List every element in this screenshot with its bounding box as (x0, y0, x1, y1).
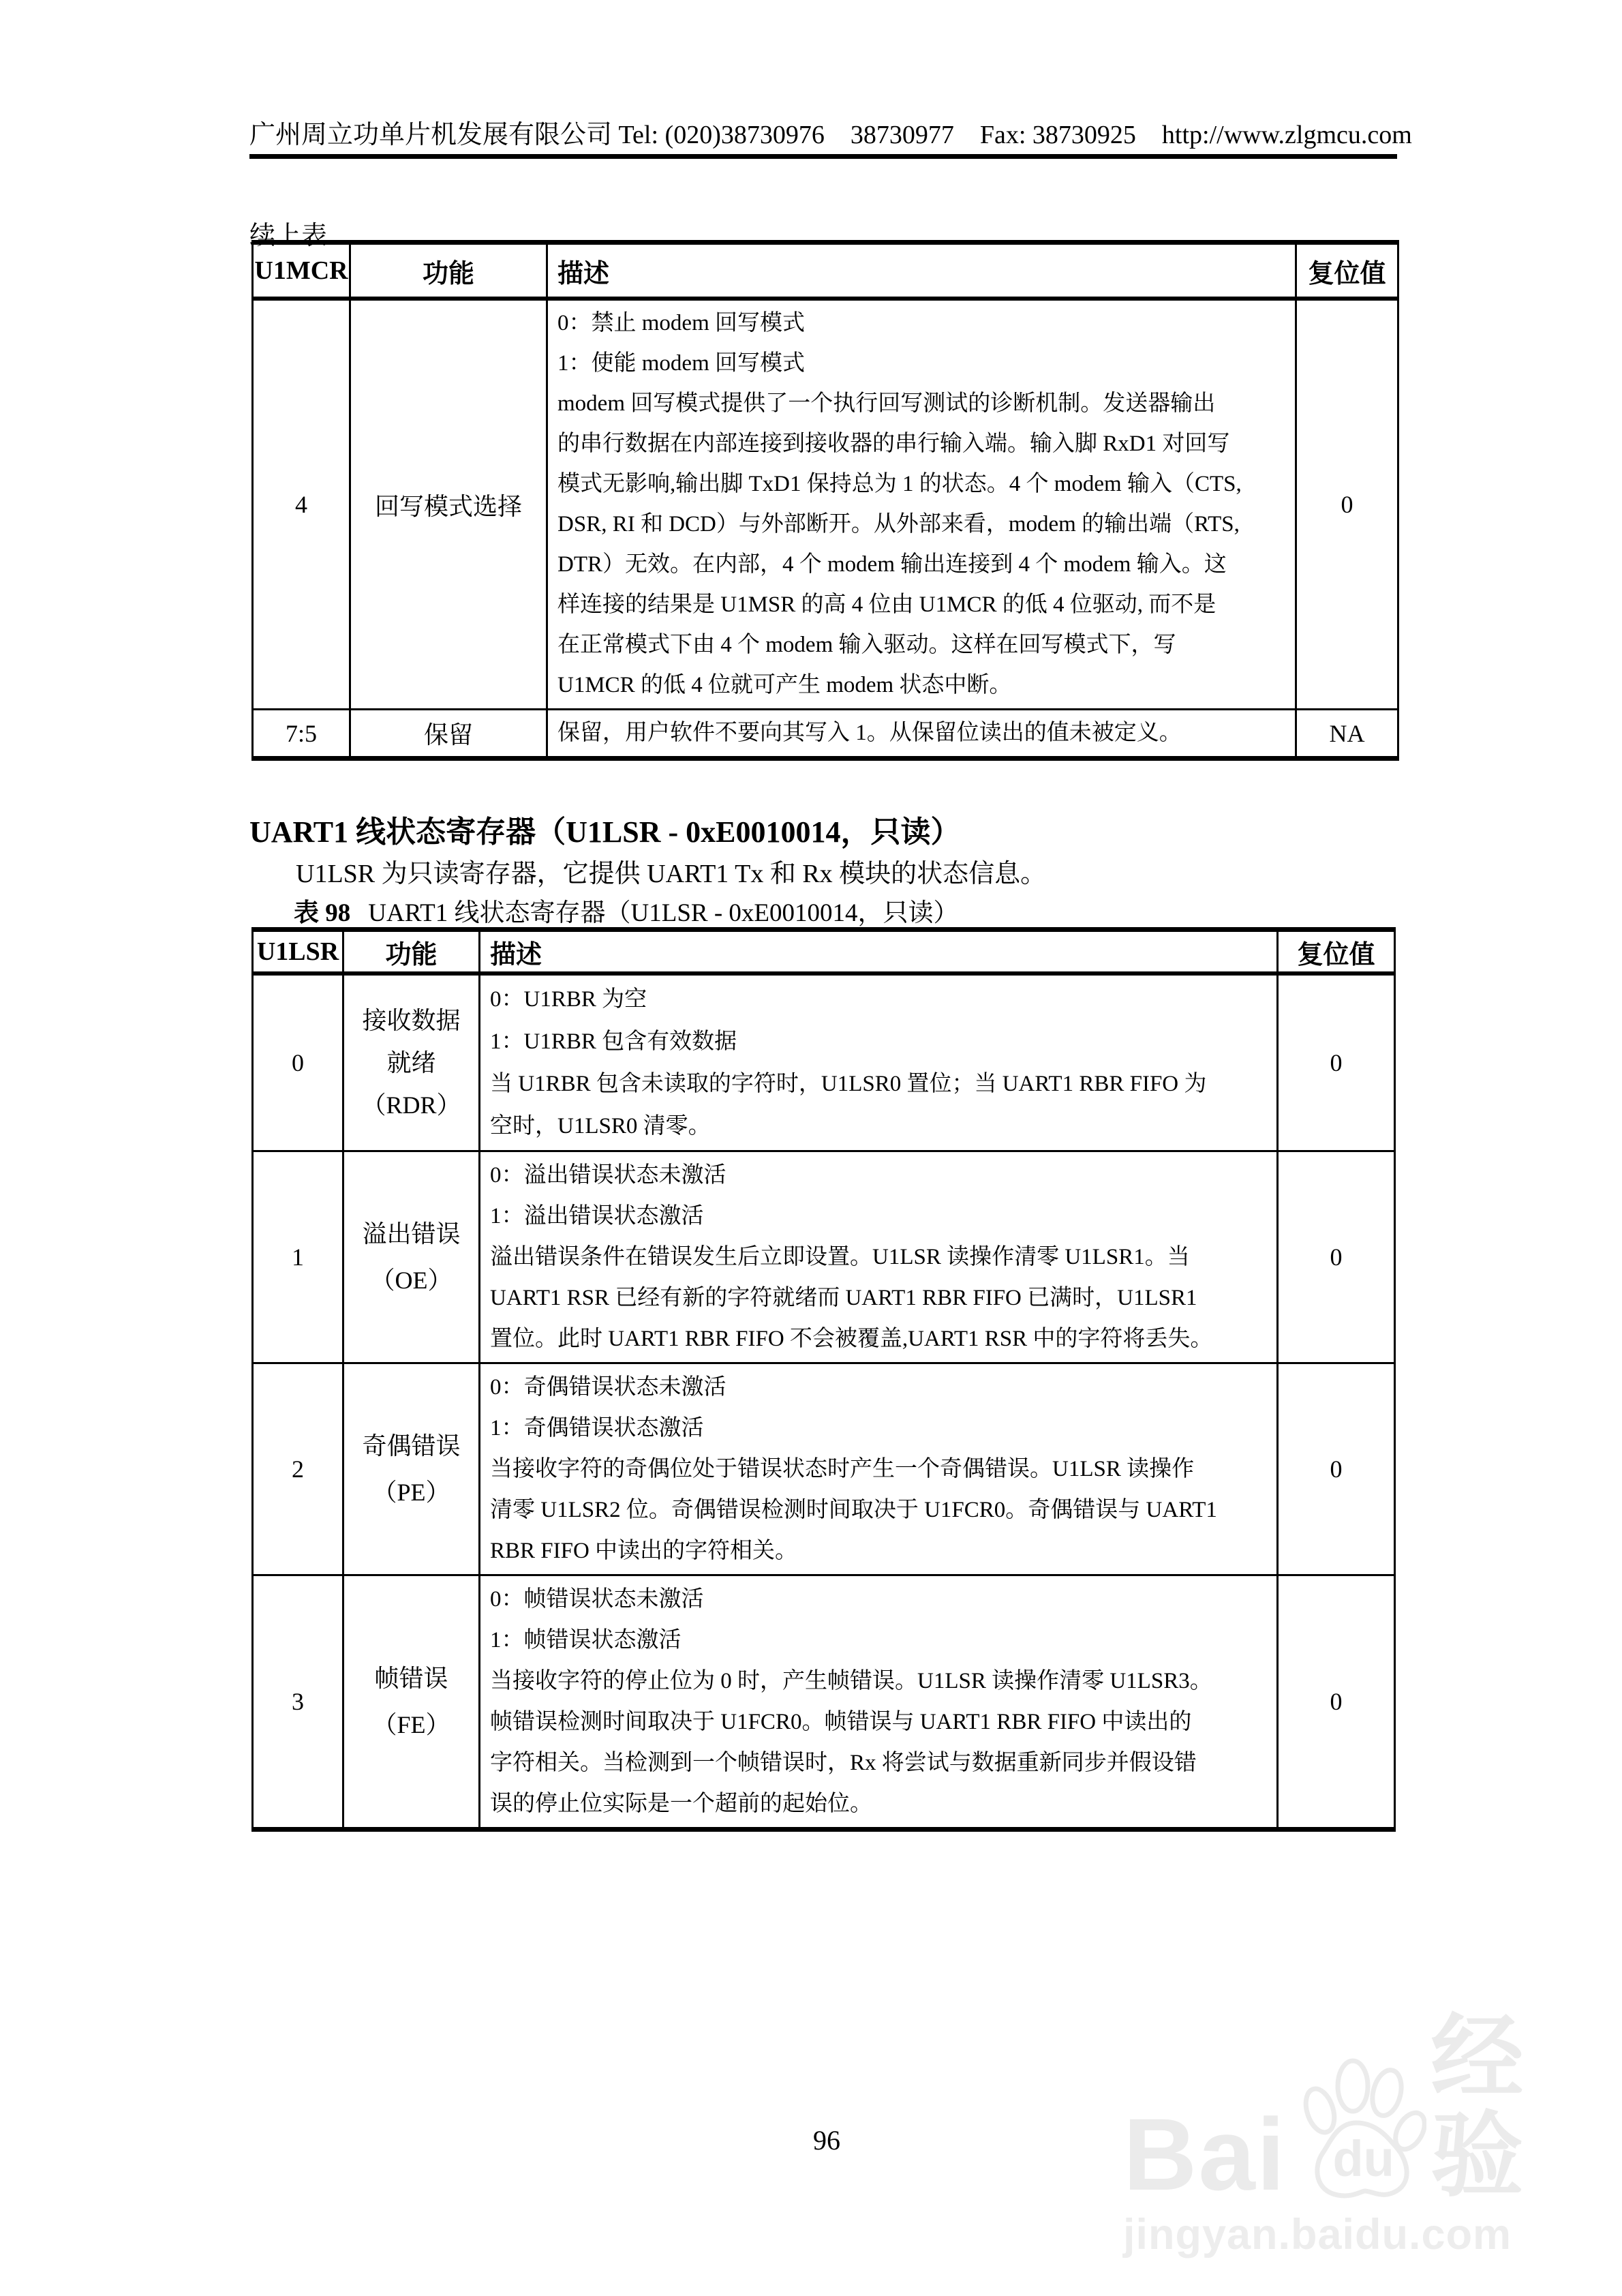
bit-cell: 4 (254, 301, 351, 710)
page-header-text: 广州周立功单片机发展有限公司 Tel: (020)38730976 38730977 Fax: 38730925 http://www.zlgmcu.com (249, 121, 1412, 149)
description-cell: 0：溢出错误状态未激活 1：溢出错误状态激活 溢出错误条件在错误发生后立即设置。U1LSR 读操作清零 U1LSR1。当 UART1 RSR 已经有新的字符就绪而 UART1 RBR FIFO 已满时，U1LSR1 置位。此时 UART1 RBR FIFO 不会被覆盖,UART1 RSR 中的字符将丢失。 (480, 1152, 1279, 1364)
function-cell: 回写模式选择 (351, 301, 548, 710)
paw-icon (1290, 2057, 1426, 2205)
reset-cell: 0 (1330, 1688, 1343, 1715)
table-caption (294, 892, 959, 928)
section-paragraph: U1LSR 为只读寄存器，它提供 UART1 Tx 和 Rx 模块的状态信息。 (296, 860, 1047, 888)
section-heading: UART1 线状态寄存器（U1LSR - 0xE0010014，只读） (249, 815, 961, 849)
function-cell: 帧错误 （FE） (344, 1576, 480, 1827)
description-cell: 0：禁止 modem 回写模式 1：使能 modem 回写模式 modem 回写模式提供了一个执行回写测试的诊断机制。发送器输出 的串行数据在内部连接到接收器的串行输入端。输入脚 RxD1 对回写 模式无影响,输出脚 TxD1 保持总为 1 的状态。4 个 modem 输入（CTS, DSR, RI 和 DCD）与外部断开。从外部来看，modem 的输出端（RTS, DTR）无效。在内部，4 个 modem 输出连接到 4 个 modem 输入。这 样连接的结果是 U1MSR 的高 4 位由 U1MCR 的低 4 位驱动, 而不是 在正常模式下由 4 个 modem 输入驱动。这样在回写模式下，写 U1MCR 的低 4 位就可产生 modem 状态中断。 (548, 301, 1297, 710)
column-header-reset: 复位值 (1297, 245, 1397, 301)
watermark-brand-bai: Bai (1123, 2097, 1287, 2211)
column-header-description: 描述 (480, 932, 1279, 976)
description-cell: 0：帧错误状态未激活 1：帧错误状态激活 当接收字符的停止位为 0 时，产生帧错误。U1LSR 读操作清零 U1LSR3。 帧错误检测时间取决于 U1FCR0。帧错误与 UART1 RBR FIFO 中读出的 字符相关。当检测到一个帧错误时，Rx 将尝试与数据重新同步并假设错 误的停止位实际是一个超前的起始位。 (480, 1576, 1279, 1827)
description-cell: 0：奇偶错误状态未激活 1：奇偶错误状态激活 当接收字符的奇偶位处于错误状态时产生一个奇偶错误。U1LSR 读操作 清零 U1LSR2 位。奇偶错误检测时间取决于 U1FCR0。奇偶错误与 UART1 RBR FIFO 中读出的字符相关。 (480, 1364, 1279, 1576)
header-rule (249, 154, 1397, 159)
bit-cell: 2 (254, 1364, 344, 1576)
watermark-url: jingyan.baidu.com (1123, 2211, 1512, 2259)
table-continuation-note: 续上表… (249, 222, 354, 250)
description-cell: 保留，用户软件不要向其写入 1。从保留位读出的值未被定义。 (548, 710, 1297, 756)
watermark-brand-cn: 经验 (1430, 2006, 1528, 2207)
table-caption-title: UART1 线状态寄存器（U1LSR - 0xE0010014，只读） (368, 899, 959, 927)
reset-cell: NA (1329, 719, 1365, 747)
description-cell: 0：U1RBR 为空 1：U1RBR 包含有效数据 当 U1RBR 包含未读取的字符时，U1LSR0 置位；当 UART1 RBR FIFO 为 空时，U1LSR0 清零。 (480, 976, 1279, 1152)
bit-cell: 3 (254, 1576, 344, 1827)
watermark-brand-du: du (1332, 2130, 1394, 2187)
baidu-jingyan-watermark (1123, 2006, 1607, 2259)
reset-cell: 0 (1279, 976, 1394, 1152)
function-cell: 奇偶错误 （PE） (344, 1364, 480, 1576)
page-number: 96 (813, 2125, 840, 2156)
bit-cell: 1 (254, 1152, 344, 1364)
function-cell: 接收数据 就绪 （RDR） (344, 976, 480, 1152)
column-header-reset: 复位值 (1279, 932, 1394, 976)
column-header-function: 功能 (344, 932, 480, 976)
reset-cell: 0 (1279, 1364, 1394, 1576)
u1lsr-table (251, 927, 1396, 1832)
column-header-u1lsr: U1LSR (254, 932, 344, 976)
u1mcr-table (251, 240, 1399, 761)
function-cell: 溢出错误 （OE） (344, 1152, 480, 1364)
watermark-brand-row (1123, 2006, 1607, 2211)
reset-cell: 0 (1279, 1152, 1394, 1364)
bit-cell: 7:5 (254, 710, 351, 756)
column-header-description: 描述 (548, 245, 1297, 301)
table-caption-number: 表 98 (294, 899, 351, 927)
column-header-function: 功能 (351, 245, 548, 301)
bit-cell: 0 (254, 976, 344, 1152)
function-cell: 保留 (351, 710, 548, 756)
column-header-u1mcr: U1MCR (254, 245, 351, 301)
reset-cell: 0 (1297, 301, 1397, 710)
